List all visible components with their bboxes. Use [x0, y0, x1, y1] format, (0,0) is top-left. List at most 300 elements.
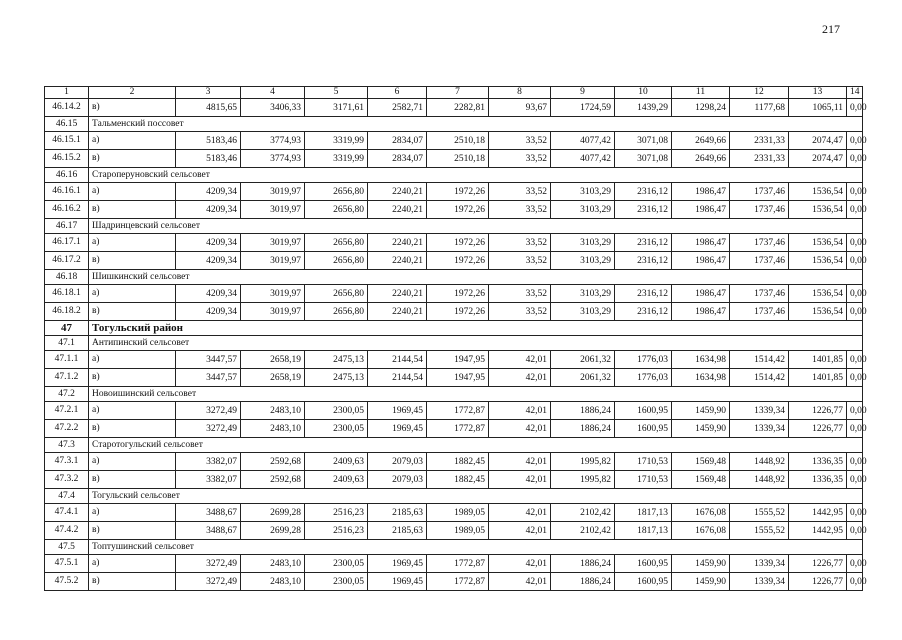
cell-col-13: 1336,35 — [789, 471, 847, 489]
cell-col-8: 33,52 — [489, 183, 551, 201]
cell-col-12: 1339,34 — [730, 420, 789, 438]
column-number-6: 6 — [368, 87, 427, 99]
cell-col-6: 1969,45 — [368, 420, 427, 438]
cell-col-3: 3272,49 — [176, 420, 241, 438]
cell-col-7: 1989,05 — [427, 522, 489, 540]
cell-col-13: 1536,54 — [789, 285, 847, 303]
cell-col-10: 1817,13 — [615, 504, 672, 522]
cell-col-13: 1536,54 — [789, 183, 847, 201]
cell-col-6: 2144,54 — [368, 351, 427, 369]
cell-col-14: 0,00 — [847, 201, 863, 219]
cell-col-11: 1986,47 — [672, 234, 730, 252]
row-label: в) — [89, 303, 176, 321]
cell-col-3: 5183,46 — [176, 150, 241, 168]
row-label: а) — [89, 351, 176, 369]
cell-col-6: 2240,21 — [368, 285, 427, 303]
cell-col-3: 4209,34 — [176, 234, 241, 252]
table-row — [45, 453, 863, 471]
row-code: 46.18.1 — [45, 285, 89, 303]
row-code: 47.2 — [45, 387, 89, 402]
cell-col-3: 3447,57 — [176, 369, 241, 387]
row-label: в) — [89, 420, 176, 438]
cell-col-3: 4209,34 — [176, 183, 241, 201]
cell-col-7: 1972,26 — [427, 303, 489, 321]
row-code: 46.16 — [45, 168, 89, 183]
cell-col-9: 3103,29 — [551, 303, 615, 321]
column-number-14: 14 — [847, 87, 863, 99]
cell-col-10: 1600,95 — [615, 555, 672, 573]
cell-col-11: 1676,08 — [672, 504, 730, 522]
cell-col-13: 1226,77 — [789, 555, 847, 573]
cell-col-9: 3103,29 — [551, 183, 615, 201]
cell-col-3: 3488,67 — [176, 522, 241, 540]
cell-col-4: 3406,33 — [241, 99, 305, 117]
cell-col-7: 1947,95 — [427, 351, 489, 369]
cell-col-4: 3774,93 — [241, 150, 305, 168]
cell-col-14: 0,00 — [847, 150, 863, 168]
cell-col-12: 1737,46 — [730, 303, 789, 321]
cell-col-12: 1737,46 — [730, 285, 789, 303]
group-row — [45, 336, 863, 351]
cell-col-3: 4209,34 — [176, 201, 241, 219]
cell-col-13: 1226,77 — [789, 402, 847, 420]
cell-col-9: 1995,82 — [551, 453, 615, 471]
group-row — [45, 540, 863, 555]
cell-col-9: 3103,29 — [551, 234, 615, 252]
cell-col-13: 1065,11 — [789, 99, 847, 117]
table-row — [45, 504, 863, 522]
cell-col-10: 1600,95 — [615, 573, 672, 591]
cell-col-4: 3019,97 — [241, 234, 305, 252]
cell-col-9: 1995,82 — [551, 471, 615, 489]
cell-col-11: 1986,47 — [672, 303, 730, 321]
table-row — [45, 183, 863, 201]
column-number-1: 1 — [45, 87, 89, 99]
column-number-13: 13 — [789, 87, 847, 99]
cell-col-8: 42,01 — [489, 555, 551, 573]
cell-col-4: 2483,10 — [241, 402, 305, 420]
row-code: 46.15 — [45, 117, 89, 132]
row-code: 47.4 — [45, 489, 89, 504]
group-row — [45, 168, 863, 183]
cell-col-5: 2656,80 — [305, 183, 368, 201]
cell-col-5: 2409,63 — [305, 471, 368, 489]
cell-col-11: 1569,48 — [672, 471, 730, 489]
cell-col-8: 33,52 — [489, 234, 551, 252]
cell-col-8: 42,01 — [489, 453, 551, 471]
cell-col-8: 93,67 — [489, 99, 551, 117]
cell-col-7: 1947,95 — [427, 369, 489, 387]
cell-col-12: 1555,52 — [730, 522, 789, 540]
row-code: 46.17.1 — [45, 234, 89, 252]
row-label: а) — [89, 183, 176, 201]
cell-col-3: 4209,34 — [176, 252, 241, 270]
row-label: в) — [89, 252, 176, 270]
cell-col-5: 2656,80 — [305, 252, 368, 270]
row-label: в) — [89, 150, 176, 168]
cell-col-5: 2475,13 — [305, 369, 368, 387]
cell-col-8: 33,52 — [489, 252, 551, 270]
row-code: 46.16.1 — [45, 183, 89, 201]
cell-col-5: 2516,23 — [305, 522, 368, 540]
cell-col-7: 1972,26 — [427, 285, 489, 303]
cell-col-5: 2409,63 — [305, 453, 368, 471]
cell-col-10: 2316,12 — [615, 234, 672, 252]
cell-col-10: 1710,53 — [615, 471, 672, 489]
cell-col-3: 3272,49 — [176, 555, 241, 573]
row-code: 47.4.2 — [45, 522, 89, 540]
cell-col-9: 3103,29 — [551, 201, 615, 219]
row-label: в) — [89, 471, 176, 489]
cell-col-9: 1724,59 — [551, 99, 615, 117]
cell-col-7: 1772,87 — [427, 420, 489, 438]
row-code: 46.18 — [45, 270, 89, 285]
cell-col-11: 1459,90 — [672, 555, 730, 573]
cell-col-6: 2079,03 — [368, 471, 427, 489]
cell-col-8: 42,01 — [489, 369, 551, 387]
cell-col-4: 2658,19 — [241, 351, 305, 369]
page-number: 217 — [822, 22, 840, 36]
cell-col-14: 0,00 — [847, 234, 863, 252]
cell-col-7: 1882,45 — [427, 471, 489, 489]
row-label: а) — [89, 453, 176, 471]
cell-col-10: 3071,08 — [615, 132, 672, 150]
row-code: 47.2.2 — [45, 420, 89, 438]
cell-col-5: 3319,99 — [305, 132, 368, 150]
row-code: 46.17 — [45, 219, 89, 234]
cell-col-9: 1886,24 — [551, 555, 615, 573]
settlement-name: Старотогульский сельсовет — [89, 438, 863, 453]
cell-col-4: 2592,68 — [241, 453, 305, 471]
cell-col-10: 1710,53 — [615, 453, 672, 471]
row-label: а) — [89, 234, 176, 252]
cell-col-11: 2649,66 — [672, 150, 730, 168]
cell-col-4: 2483,10 — [241, 555, 305, 573]
settlement-name: Антипинский сельсовет — [89, 336, 863, 351]
column-number-3: 3 — [176, 87, 241, 99]
cell-col-6: 2240,21 — [368, 234, 427, 252]
cell-col-10: 2316,12 — [615, 252, 672, 270]
cell-col-9: 2061,32 — [551, 369, 615, 387]
table-row — [45, 201, 863, 219]
cell-col-5: 3171,61 — [305, 99, 368, 117]
tariff-table — [44, 86, 867, 591]
cell-col-14: 0,00 — [847, 471, 863, 489]
row-code: 46.17.2 — [45, 252, 89, 270]
cell-col-8: 33,52 — [489, 132, 551, 150]
group-row — [45, 387, 863, 402]
cell-col-6: 2240,21 — [368, 201, 427, 219]
cell-col-13: 1536,54 — [789, 303, 847, 321]
settlement-name: Тогульский сельсовет — [89, 489, 863, 504]
cell-col-5: 2300,05 — [305, 573, 368, 591]
cell-col-11: 1459,90 — [672, 402, 730, 420]
column-number-11: 11 — [672, 87, 730, 99]
cell-col-11: 1986,47 — [672, 201, 730, 219]
cell-col-14: 0,00 — [847, 99, 863, 117]
cell-col-10: 1817,13 — [615, 522, 672, 540]
settlement-name: Шадринцевский сельсовет — [89, 219, 863, 234]
cell-col-12: 1555,52 — [730, 504, 789, 522]
cell-col-12: 1737,46 — [730, 252, 789, 270]
settlement-name: Новоишинский сельсовет — [89, 387, 863, 402]
cell-col-14: 0,00 — [847, 369, 863, 387]
table-row — [45, 555, 863, 573]
cell-col-14: 0,00 — [847, 132, 863, 150]
cell-col-6: 2240,21 — [368, 303, 427, 321]
cell-col-12: 2331,33 — [730, 132, 789, 150]
cell-col-6: 1969,45 — [368, 555, 427, 573]
column-number-10: 10 — [615, 87, 672, 99]
cell-col-14: 0,00 — [847, 504, 863, 522]
cell-col-4: 2592,68 — [241, 471, 305, 489]
row-code: 47.5.2 — [45, 573, 89, 591]
cell-col-7: 1972,26 — [427, 252, 489, 270]
cell-col-9: 2102,42 — [551, 504, 615, 522]
cell-col-9: 2061,32 — [551, 351, 615, 369]
cell-col-13: 1401,85 — [789, 369, 847, 387]
cell-col-8: 33,52 — [489, 201, 551, 219]
cell-col-14: 0,00 — [847, 252, 863, 270]
row-label: а) — [89, 285, 176, 303]
cell-col-3: 3272,49 — [176, 402, 241, 420]
table-row — [45, 150, 863, 168]
table-row — [45, 132, 863, 150]
cell-col-5: 2300,05 — [305, 420, 368, 438]
cell-col-8: 33,52 — [489, 303, 551, 321]
cell-col-3: 5183,46 — [176, 132, 241, 150]
table-row — [45, 420, 863, 438]
cell-col-11: 1634,98 — [672, 369, 730, 387]
cell-col-8: 42,01 — [489, 471, 551, 489]
cell-col-11: 2649,66 — [672, 132, 730, 150]
cell-col-12: 1514,42 — [730, 369, 789, 387]
table-row — [45, 522, 863, 540]
cell-col-8: 42,01 — [489, 522, 551, 540]
group-row — [45, 270, 863, 285]
row-label: а) — [89, 402, 176, 420]
cell-col-12: 2331,33 — [730, 150, 789, 168]
row-label: в) — [89, 522, 176, 540]
table-row — [45, 99, 863, 117]
row-label: в) — [89, 201, 176, 219]
cell-col-7: 1772,87 — [427, 573, 489, 591]
column-number-12: 12 — [730, 87, 789, 99]
cell-col-10: 3071,08 — [615, 150, 672, 168]
cell-col-10: 1439,29 — [615, 99, 672, 117]
cell-col-12: 1737,46 — [730, 201, 789, 219]
column-number-7: 7 — [427, 87, 489, 99]
cell-col-10: 1600,95 — [615, 420, 672, 438]
cell-col-11: 1459,90 — [672, 573, 730, 591]
cell-col-5: 2300,05 — [305, 555, 368, 573]
cell-col-7: 1772,87 — [427, 402, 489, 420]
cell-col-12: 1737,46 — [730, 183, 789, 201]
cell-col-6: 2144,54 — [368, 369, 427, 387]
cell-col-7: 2510,18 — [427, 132, 489, 150]
settlement-name: Топтушинский сельсовет — [89, 540, 863, 555]
cell-col-8: 42,01 — [489, 504, 551, 522]
cell-col-4: 3019,97 — [241, 303, 305, 321]
cell-col-11: 1298,24 — [672, 99, 730, 117]
cell-col-6: 1969,45 — [368, 573, 427, 591]
cell-col-7: 1972,26 — [427, 234, 489, 252]
group-row — [45, 219, 863, 234]
row-label: в) — [89, 99, 176, 117]
table-row — [45, 351, 863, 369]
cell-col-3: 4815,65 — [176, 99, 241, 117]
table-body — [45, 99, 867, 591]
cell-col-7: 1989,05 — [427, 504, 489, 522]
cell-col-7: 1772,87 — [427, 555, 489, 573]
cell-col-6: 1969,45 — [368, 402, 427, 420]
cell-col-10: 1776,03 — [615, 351, 672, 369]
row-code: 47.5 — [45, 540, 89, 555]
settlement-name: Шишкинский сельсовет — [89, 270, 863, 285]
cell-col-4: 2699,28 — [241, 522, 305, 540]
cell-col-10: 2316,12 — [615, 303, 672, 321]
cell-col-3: 3488,67 — [176, 504, 241, 522]
column-number-2: 2 — [89, 87, 176, 99]
cell-col-6: 2185,63 — [368, 504, 427, 522]
cell-col-12: 1514,42 — [730, 351, 789, 369]
cell-col-9: 2102,42 — [551, 522, 615, 540]
cell-col-9: 3103,29 — [551, 252, 615, 270]
row-label: а) — [89, 555, 176, 573]
settlement-name: Тальменский поссовет — [89, 117, 863, 132]
cell-col-5: 2656,80 — [305, 234, 368, 252]
row-code: 46.15.2 — [45, 150, 89, 168]
cell-col-14: 0,00 — [847, 453, 863, 471]
cell-col-6: 2240,21 — [368, 183, 427, 201]
row-code: 46.18.2 — [45, 303, 89, 321]
cell-col-11: 1986,47 — [672, 252, 730, 270]
cell-col-14: 0,00 — [847, 351, 863, 369]
cell-col-10: 2316,12 — [615, 201, 672, 219]
row-label: в) — [89, 369, 176, 387]
table-row — [45, 303, 863, 321]
row-label: в) — [89, 573, 176, 591]
cell-col-6: 2185,63 — [368, 522, 427, 540]
cell-col-11: 1676,08 — [672, 522, 730, 540]
group-row — [45, 438, 863, 453]
column-number-9: 9 — [551, 87, 615, 99]
cell-col-9: 1886,24 — [551, 402, 615, 420]
cell-col-5: 2656,80 — [305, 303, 368, 321]
cell-col-12: 1737,46 — [730, 234, 789, 252]
cell-col-11: 1569,48 — [672, 453, 730, 471]
cell-col-5: 2656,80 — [305, 201, 368, 219]
cell-col-12: 1448,92 — [730, 453, 789, 471]
cell-col-4: 3774,93 — [241, 132, 305, 150]
cell-col-5: 2516,23 — [305, 504, 368, 522]
cell-col-4: 2483,10 — [241, 573, 305, 591]
cell-col-6: 2582,71 — [368, 99, 427, 117]
cell-col-8: 33,52 — [489, 150, 551, 168]
cell-col-6: 2834,07 — [368, 150, 427, 168]
row-code: 47.3.2 — [45, 471, 89, 489]
cell-col-13: 1401,85 — [789, 351, 847, 369]
cell-col-10: 2316,12 — [615, 285, 672, 303]
cell-col-11: 1986,47 — [672, 285, 730, 303]
cell-col-8: 33,52 — [489, 285, 551, 303]
cell-col-11: 1459,90 — [672, 420, 730, 438]
row-code: 47.5.1 — [45, 555, 89, 573]
row-label: а) — [89, 504, 176, 522]
table-row — [45, 471, 863, 489]
cell-col-13: 1226,77 — [789, 420, 847, 438]
cell-col-3: 3382,07 — [176, 471, 241, 489]
column-number-row — [45, 87, 863, 99]
cell-col-12: 1177,68 — [730, 99, 789, 117]
table-row — [45, 369, 863, 387]
cell-col-7: 2282,81 — [427, 99, 489, 117]
cell-col-13: 1536,54 — [789, 234, 847, 252]
cell-col-14: 0,00 — [847, 420, 863, 438]
cell-col-6: 2834,07 — [368, 132, 427, 150]
row-code: 47.3 — [45, 438, 89, 453]
region-row — [45, 321, 863, 336]
cell-col-9: 1886,24 — [551, 420, 615, 438]
cell-col-7: 1882,45 — [427, 453, 489, 471]
column-number-8: 8 — [489, 87, 551, 99]
row-code: 47.1.2 — [45, 369, 89, 387]
cell-col-5: 2300,05 — [305, 402, 368, 420]
cell-col-6: 2079,03 — [368, 453, 427, 471]
cell-col-8: 42,01 — [489, 420, 551, 438]
cell-col-4: 2699,28 — [241, 504, 305, 522]
cell-col-10: 1600,95 — [615, 402, 672, 420]
cell-col-11: 1986,47 — [672, 183, 730, 201]
table-row — [45, 402, 863, 420]
cell-col-14: 0,00 — [847, 555, 863, 573]
cell-col-13: 1442,95 — [789, 522, 847, 540]
cell-col-10: 1776,03 — [615, 369, 672, 387]
cell-col-4: 3019,97 — [241, 183, 305, 201]
cell-col-13: 1536,54 — [789, 201, 847, 219]
cell-col-12: 1339,34 — [730, 555, 789, 573]
row-code: 47.3.1 — [45, 453, 89, 471]
cell-col-9: 4077,42 — [551, 150, 615, 168]
row-code: 47.1.1 — [45, 351, 89, 369]
cell-col-3: 4209,34 — [176, 285, 241, 303]
cell-col-13: 1226,77 — [789, 573, 847, 591]
cell-col-3: 3382,07 — [176, 453, 241, 471]
cell-col-8: 42,01 — [489, 402, 551, 420]
cell-col-4: 2483,10 — [241, 420, 305, 438]
cell-col-3: 3447,57 — [176, 351, 241, 369]
cell-col-4: 3019,97 — [241, 201, 305, 219]
cell-col-5: 2475,13 — [305, 351, 368, 369]
row-code: 47.4.1 — [45, 504, 89, 522]
cell-col-13: 1536,54 — [789, 252, 847, 270]
cell-col-7: 1972,26 — [427, 201, 489, 219]
row-code: 47.2.1 — [45, 402, 89, 420]
row-code: 47.1 — [45, 336, 89, 351]
cell-col-3: 3272,49 — [176, 573, 241, 591]
row-code: 46.14.2 — [45, 99, 89, 117]
table-row — [45, 285, 863, 303]
cell-col-14: 0,00 — [847, 573, 863, 591]
cell-col-9: 3103,29 — [551, 285, 615, 303]
cell-col-14: 0,00 — [847, 285, 863, 303]
cell-col-9: 4077,42 — [551, 132, 615, 150]
cell-col-13: 1442,95 — [789, 504, 847, 522]
cell-col-12: 1339,34 — [730, 402, 789, 420]
table-row — [45, 252, 863, 270]
cell-col-3: 4209,34 — [176, 303, 241, 321]
cell-col-12: 1448,92 — [730, 471, 789, 489]
